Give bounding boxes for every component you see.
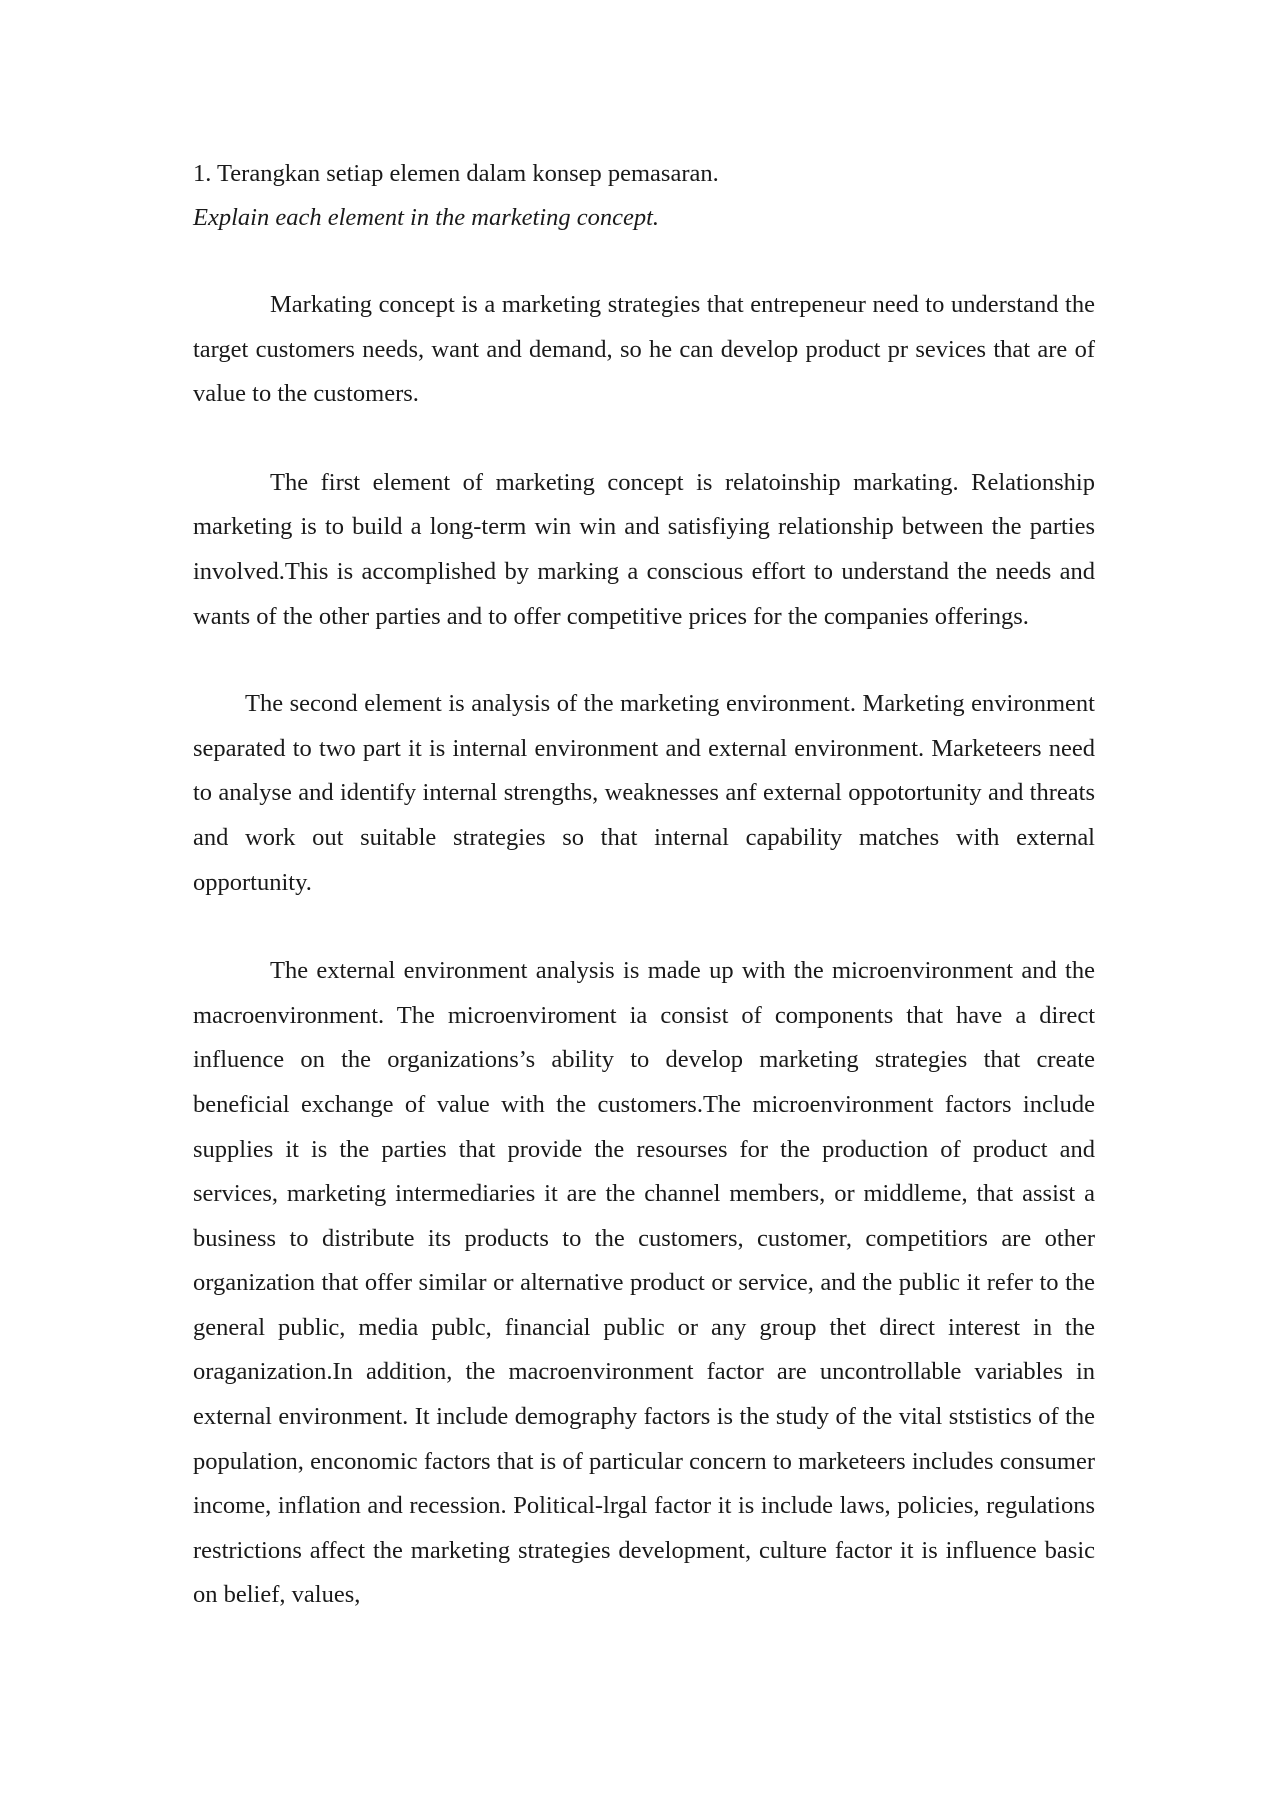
paragraph-marketing-environment: The second element is analysis of the marketing environment. Marketing environment separated to two part it is internal environment and external environment. Marketeers need to analyse and identify internal strengths, weaknesses anf external oppotortunity and threats and work out suitable strategies so that internal capability matches with external opportunity. <box>193 690 1095 896</box>
paragraph-marketing-concept: Markating concept is a marketing strategies that entrepeneur need to understand the target customers needs, want and demand, so he can develop product pr sevices that are of value to the customers. <box>193 291 1095 408</box>
question-english: Explain each element in the marketing concept. <box>193 204 660 231</box>
paragraph-external-environment: The external environment analysis is made up with the microenvironment and the macroenvironment. The microenviroment ia consist of components that have a direct influence on the organizations’s ability to develop marketing strategies that create beneficial exchange of value with the customers.The microenvironment factors include supplies it is the parties that provide the resourses for the production of product and services, marketing intermediaries it are the channel members, or middleme, that assist a business to distribute its products to the customers, customer, competitiors are other organization that offer similar or alternative product or service, and the public it refer to the general public, media publc, financial public or any group thet direct interest in the oraganization.In addition, the macroenvironment factor are uncontrollable variables in external environment. It include demography factors is the study of the vital ststistics of the population, enconomic factors that is of particular concern to marketeers includes consumer income, inflation and recession. Political-lrgal factor it is include laws, policies, regulations restrictions affect the marketing strategies development, culture factor it is influence basic on belief, values, <box>193 957 1095 1609</box>
question-malay: 1. Terangkan setiap elemen dalam konsep pemasaran. <box>193 160 719 187</box>
document-body <box>193 152 1095 1618</box>
paragraph-relationship-marketing: The first element of marketing concept is relatoinship markating. Relationship marketing is to build a long-term win win and satisfiying relationship between the parties involved.This is accomplished by marking a conscious effort to understand the needs and wants of the other parties and to offer competitive prices for the companies offerings. <box>193 468 1095 630</box>
